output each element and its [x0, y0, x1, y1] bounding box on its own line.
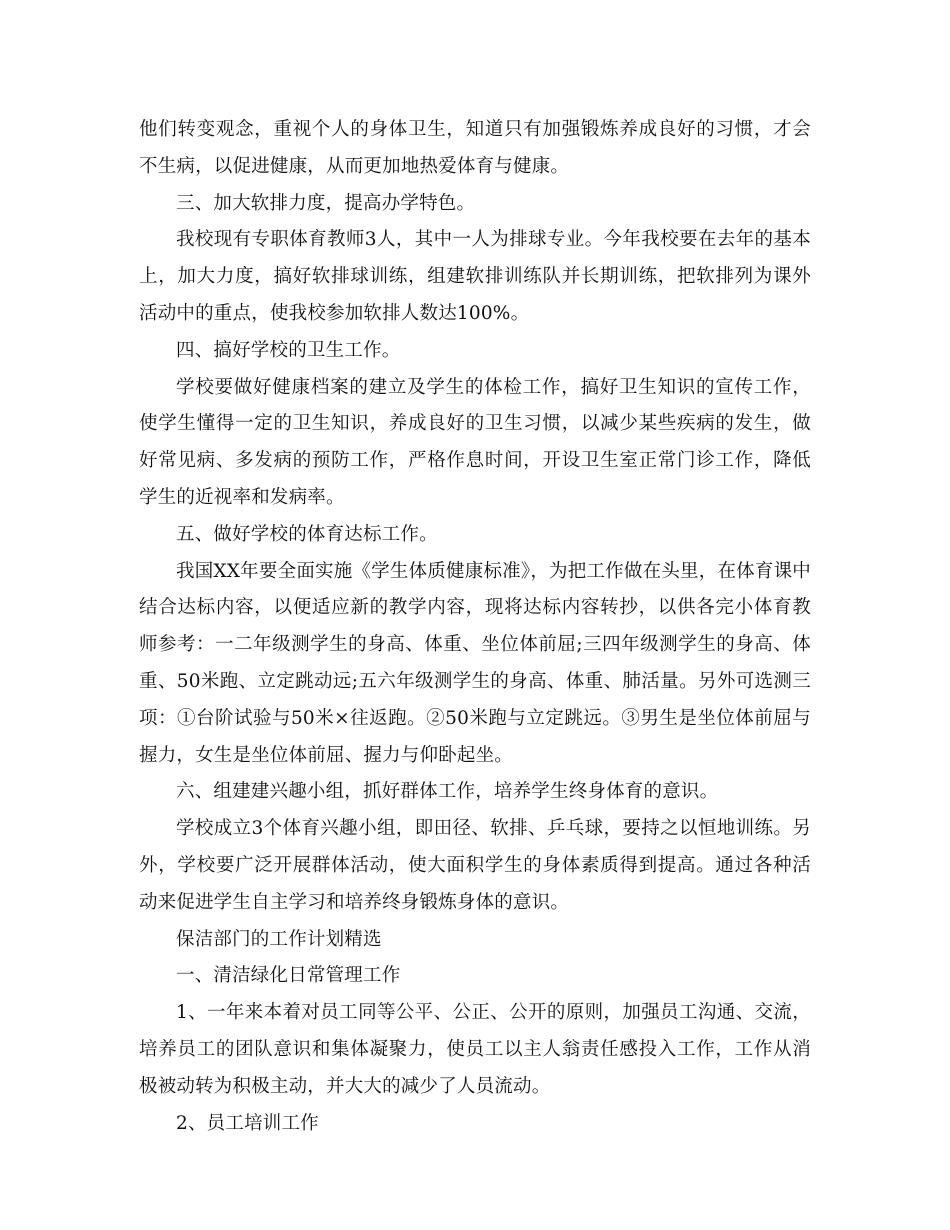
section-heading-3: 三、加大软排力度，提高办学特色。: [176, 192, 476, 214]
paragraph: 1、一年来本着对员工同等公平、公正、公开的原则，加强员工沟通、交流，培养员工的团队意识和集体凝聚力，使员工以主人翁责任感投入工作，工作从消极被动转为积极主动，并大大的减少了人员流动。: [139, 1002, 811, 1097]
numbered-item: 2、员工培训工作: [176, 1112, 319, 1134]
paragraph-continuation: 他们转变观念，重视个人的身体卫生，知道只有加强锻炼养成良好的习惯，才会不生病，以促进健康，从而更加地热爱体育与健康。: [139, 119, 811, 177]
paragraph: 我国XX年要全面实施《学生体质健康标准》，为把工作做在头里，在体育课中结合达标内容，以便适应新的教学内容，现将达标内容转抄，以供各完小体育教师参考：一二年级测学生的身高、体重、坐位体前屈;三四年级测学生的身高、体重、50米跑、立定跳动远;五六年级测学生的身高、体重、肺活量。另外可选测三项：①台阶试验与50米×往返跑。②50米跑与立定跳远。③男生是坐位体前屈与握力，女生是坐位体前屈、握力与仰卧起坐。: [139, 560, 811, 766]
section-heading-6: 六、组建建兴趣小组，抓好群体工作，培养学生终身体育的意识。: [176, 781, 719, 803]
document-page: [139, 112, 811, 1142]
document-title: 保洁部门的工作计划精选: [176, 928, 382, 950]
section-heading-5: 五、做好学校的体育达标工作。: [176, 523, 438, 545]
section-heading-1: 一、清洁绿化日常管理工作: [176, 965, 401, 987]
section-heading-4: 四、搞好学校的卫生工作。: [176, 339, 401, 361]
paragraph: 学校成立3个体育兴趣小组，即田径、软排、乒乓球，要持之以恒地训练。另外，学校要广泛开展群体活动，使大面积学生的身体素质得到提高。通过各种活动来促进学生自主学习和培养终身锻炼身体的意识。: [139, 818, 811, 913]
paragraph: 学校要做好健康档案的建立及学生的体检工作，搞好卫生知识的宣传工作，使学生懂得一定的卫生知识，养成良好的卫生习惯，以减少某些疾病的发生，做好常见病、多发病的预防工作，严格作息时间，开设卫生室正常门诊工作，降低学生的近视率和发病率。: [139, 376, 811, 508]
paragraph: 我校现有专职体育教师3人，其中一人为排球专业。今年我校要在去年的基本上，加大力度，搞好软排球训练，组建软排训练队并长期训练，把软排列为课外活动中的重点，使我校参加软排人数达100%。: [139, 229, 811, 324]
